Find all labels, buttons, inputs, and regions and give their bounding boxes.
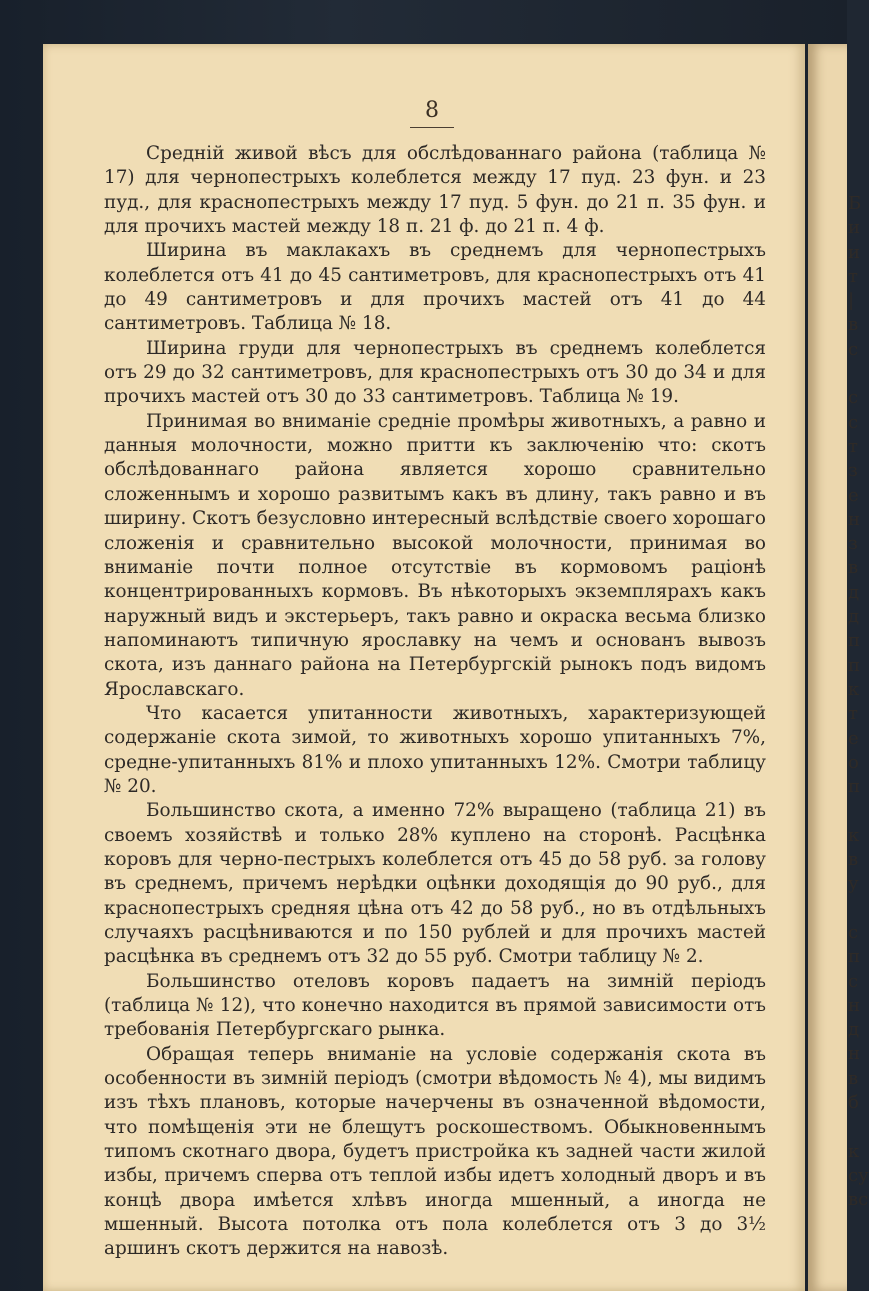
next-page-letter: и <box>848 241 860 263</box>
next-page-letter: д <box>848 581 860 603</box>
next-page-letter: вс <box>848 1189 869 1211</box>
paragraph: Средній живой вѣсъ для обслѣдованнаго района (таблица № 17) для чернопестрыхъ колеблется между 17 пуд. 23 фун. и 23 пуд., для краснопестрыхъ между 17 пуд. 5 фун. до 21 п. 35 фун. и для прочихъ мастей между 18 п. 21 ф. до 21 п. 4 ф. <box>104 143 766 238</box>
paragraph: Что касается упитанности животныхъ, характеризующей содержаніе скота зимой, то животныхъ хорошо упитанныхъ 7%, средне-упитанныхъ 81% и плохо упитанныхъ 12%. Смотри таблицу № 20. <box>104 702 766 797</box>
next-page-letter: Б <box>848 193 862 214</box>
page-number: 8 <box>425 98 439 123</box>
next-page-letter: т <box>848 265 858 287</box>
paragraph: Принимая во вниманіе средніе промѣры животныхъ, а равно и данныя молочности, можно притти къ заключенію что: скотъ обслѣдованнаго района является хорошо сравнительно сложеннымъ и хорошо развитымъ какъ въ длину, такъ равно и въ ширину. Скотъ безусловно интересный вслѣдствіе своего хорошаго сложенія и сравнительно высокой молочности, принимая во вниманіе почти полное отсутствіе въ кормовомъ раціонѣ концентрированныхъ кормовъ. Въ нѣкоторыхъ экземплярахъ какъ наружный видъ и экстерьеръ, такъ равно и окраска весьма близко напоминаютъ типичную ярославку на чемъ и основанъ вывозъ скота, изъ даннаго района на Петербургскій рынокъ подъ видомъ Ярославскаго. <box>104 410 766 700</box>
next-page-letter: с <box>848 411 859 433</box>
page-body <box>104 142 766 1262</box>
paragraph: Ширина въ маклакахъ въ среднемъ для чернопестрыхъ колеблется отъ 41 до 45 сантиметровъ, для краснопестрыхъ отъ 41 до 49 сантиметровъ и для прочихъ мастей отъ 41 до 44 сантиметровъ. Таблица № 18. <box>104 240 766 335</box>
next-page-letter: с <box>848 387 859 409</box>
next-page-letter: к <box>848 1140 860 1162</box>
next-page-letter: т <box>848 703 858 725</box>
next-page-letter: и <box>848 217 860 239</box>
next-page-letter: п <box>848 946 860 968</box>
next-page-letter: в <box>848 314 859 336</box>
next-page-letter: у <box>848 873 859 895</box>
next-page-letter: с <box>848 970 859 992</box>
next-page-letter: п <box>848 654 860 676</box>
next-page-letter: к <box>848 824 860 846</box>
next-page-letter: в <box>848 849 859 871</box>
paragraph: Обращая теперь вниманіе на условіе содержанія скота въ особенности въ зимній періодъ (смотри вѣдомость № 4), мы видимъ изъ тѣхъ плановъ, которые начерчены въ означенной вѣдомости, что помѣщенія эти не блещутъ роскошествомъ. Обыкновеннымъ типомъ скотнаго двора, будетъ пристройка къ задней части жилой избы, причемъ сперва отъ теплой избы идетъ холодный дворъ и въ концѣ двора имѣется хлѣвъ иногда мшенный, а иногда не мшенный. Высота потолка отъ пола колеблется отъ 3 до 3½ аршинъ скотъ держится на навозѣ. <box>104 1043 766 1260</box>
page-number-rule <box>410 127 454 128</box>
next-page-letter: б <box>848 1091 859 1113</box>
next-page-letter <box>848 362 868 386</box>
next-page-letter: т <box>848 435 858 457</box>
paragraph: Большинство скота, а именно 72% выращено (таблица 21) въ своемъ хозяйствѣ и только 28% куплено на сторонѣ. Расцѣнка коровъ для черно-пестрыхъ колеблется отъ 45 до 58 руб. за голову въ среднемъ, причемъ нерѣдки оцѣнки доходящія до 90 руб., для краснопестрыхъ средняя цѣна отъ 42 до 58 руб., но въ отдѣльныхъ случаяхъ расцѣниваются и по 150 рублей и для прочихъ мастей расцѣнка въ среднемъ отъ 32 до 55 руб. Смотри таблицу № 2. <box>104 800 766 968</box>
next-page-letters <box>848 192 868 1212</box>
next-page-letter: | <box>848 290 855 312</box>
next-page-letter: н <box>848 994 860 1016</box>
next-page-letter: п <box>848 630 860 652</box>
paragraph: Большинство отеловъ коровъ падаетъ на зимній періодъ (таблица № 12), что конечно находится въ прямой зависимости отъ требованія Петербургскаго рынка. <box>104 970 766 1041</box>
next-page-letter: н <box>848 508 860 530</box>
next-page-letter: в <box>848 1067 859 1089</box>
next-page-letter: п <box>848 776 860 798</box>
next-page-letter: о <box>848 751 859 773</box>
next-page-letter: н <box>848 1043 860 1065</box>
next-page-letter: з <box>848 533 858 555</box>
next-page-letter: су <box>848 1164 869 1186</box>
next-page-letter: з <box>848 460 858 482</box>
next-page-letter: к <box>848 678 860 700</box>
next-page-letter: в <box>848 557 859 579</box>
paragraph: Ширина груди для чернопестрыхъ въ среднемъ колеблется отъ 29 до 32 сантиметровъ, для краснопестрыхъ отъ 30 до 34 и для прочихъ мастей отъ 30 до 33 сантиметровъ. Таблица № 19. <box>104 337 766 408</box>
next-page-edge <box>808 44 869 1291</box>
next-page-letter: д <box>848 1019 860 1041</box>
next-page-letter: е <box>848 484 859 506</box>
next-page-letter <box>848 799 868 823</box>
next-page-letter: е <box>848 727 859 749</box>
next-page-letter: с <box>848 338 859 360</box>
next-page-letter <box>848 897 868 921</box>
next-page-letter: д <box>848 606 860 628</box>
next-page-letter: с <box>848 921 859 943</box>
next-page-letter <box>848 1115 868 1139</box>
